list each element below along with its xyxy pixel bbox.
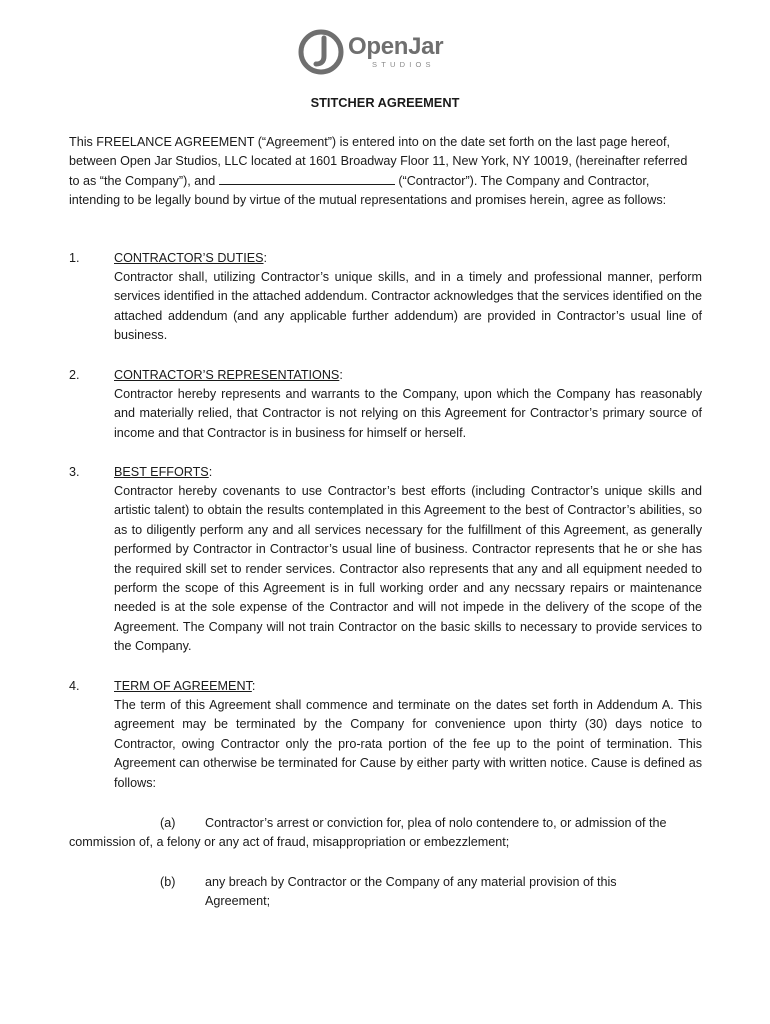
intro-text-part1: This FREELANCE AGREEMENT (“Agreement”) is entered into on the date set forth on the last page hereof, between Open Jar Studios, LLC located at 1601 Broadway Floor 11, New York, NY 10019, (hereinafter referred to as “the Company”), and bbox=[69, 135, 688, 188]
subitem-a bbox=[69, 814, 703, 853]
section-heading-text: TERM OF AGREEMENT bbox=[114, 679, 252, 693]
section-heading: BEST EFFORTS: bbox=[114, 465, 213, 479]
section-heading: CONTRACTOR’S DUTIES: bbox=[114, 251, 268, 265]
section-body: The term of this Agreement shall commence and terminate on the dates set forth in Addendum A. This agreement may be terminated by the Company for convenience upon thirty (30) days notice to Contractor, owing Contractor only the pro-rata portion of the fee up to the point of termination. This Agreement can otherwise be terminated for Cause by either party with written notice. Cause is defined as follows: bbox=[114, 698, 702, 790]
section-heading-text: CONTRACTOR’S REPRESENTATIONS bbox=[114, 368, 340, 382]
section-heading-text: BEST EFFORTS bbox=[114, 465, 209, 479]
logo-name: OpenJar bbox=[348, 33, 444, 61]
subitem-label: (b) bbox=[160, 875, 176, 889]
contractor-name-blank[interactable] bbox=[219, 172, 395, 185]
subitem-text: Contractor’s arrest or conviction for, plea of nolo contendere to, or admission of the commission of, a felony or any act of fraud, misappropriation or embezzlement; bbox=[69, 816, 667, 850]
logo-subtitle: STUDIOS bbox=[372, 60, 435, 70]
section-number: 3. bbox=[69, 465, 80, 479]
section-number: 4. bbox=[69, 679, 80, 693]
intro-paragraph bbox=[69, 133, 701, 211]
document-title: STITCHER AGREEMENT bbox=[310, 95, 460, 110]
section-body: Contractor hereby covenants to use Contractor’s best efforts (including Contractor’s unique skills and artistic talent) to obtain the results contemplated in this Agreement to the best of Contractor’s abilities, so as to diligently perform any and all services necessary for the fulfillment of this Agreement, as generally performed by Contractor in Contractor’s usual line of business. Contractor represents that he or she has the required skill set to render services. Contractor also represents that any and all equipment needed to perform the scope of this Agreement is in full working order and any necssary repairs or maintenance needed is at the sole expense of the Contractor and will not impede in the delivery of the scope of the Agreement. The Company will not train Contractor on the basic skills to necessary to provide services to the Company. bbox=[114, 484, 702, 654]
open-jar-logo-icon bbox=[298, 26, 344, 78]
intro-text-part2: (“Contractor”). The Company and Contractor, intending to be legally bound by virtue of the mutual representations and promises herein, agree as follows: bbox=[69, 173, 667, 208]
company-logo bbox=[298, 26, 443, 78]
subitem-b-text: any breach by Contractor or the Company of any material provision of this Agreement; bbox=[205, 875, 617, 909]
section-heading-text: CONTRACTOR’S DUTIES bbox=[114, 251, 264, 265]
logo-text bbox=[348, 35, 443, 69]
section-body: Contractor hereby represents and warrants to the Company, upon which the Company has reasonably and materially relied, that Contractor is not relying on this Agreement for Contractor’s primary source of income and that Contractor is in business for himself or herself. bbox=[114, 387, 702, 440]
section-heading: TERM OF AGREEMENT: bbox=[114, 679, 256, 693]
subitem-label: (a) bbox=[160, 816, 176, 830]
section-body: Contractor shall, utilizing Contractor’s unique skills, and in a timely and professional manner, perform services identified in the attached addendum. Contractor acknowledges that the services identified on the attached addendum (and any applicable further addendum) are provided in Contractor’s usual line of business. bbox=[114, 270, 702, 343]
section-heading: CONTRACTOR’S REPRESENTATIONS: bbox=[114, 368, 343, 382]
section-number: 1. bbox=[69, 251, 80, 265]
section-number: 2. bbox=[69, 368, 80, 382]
